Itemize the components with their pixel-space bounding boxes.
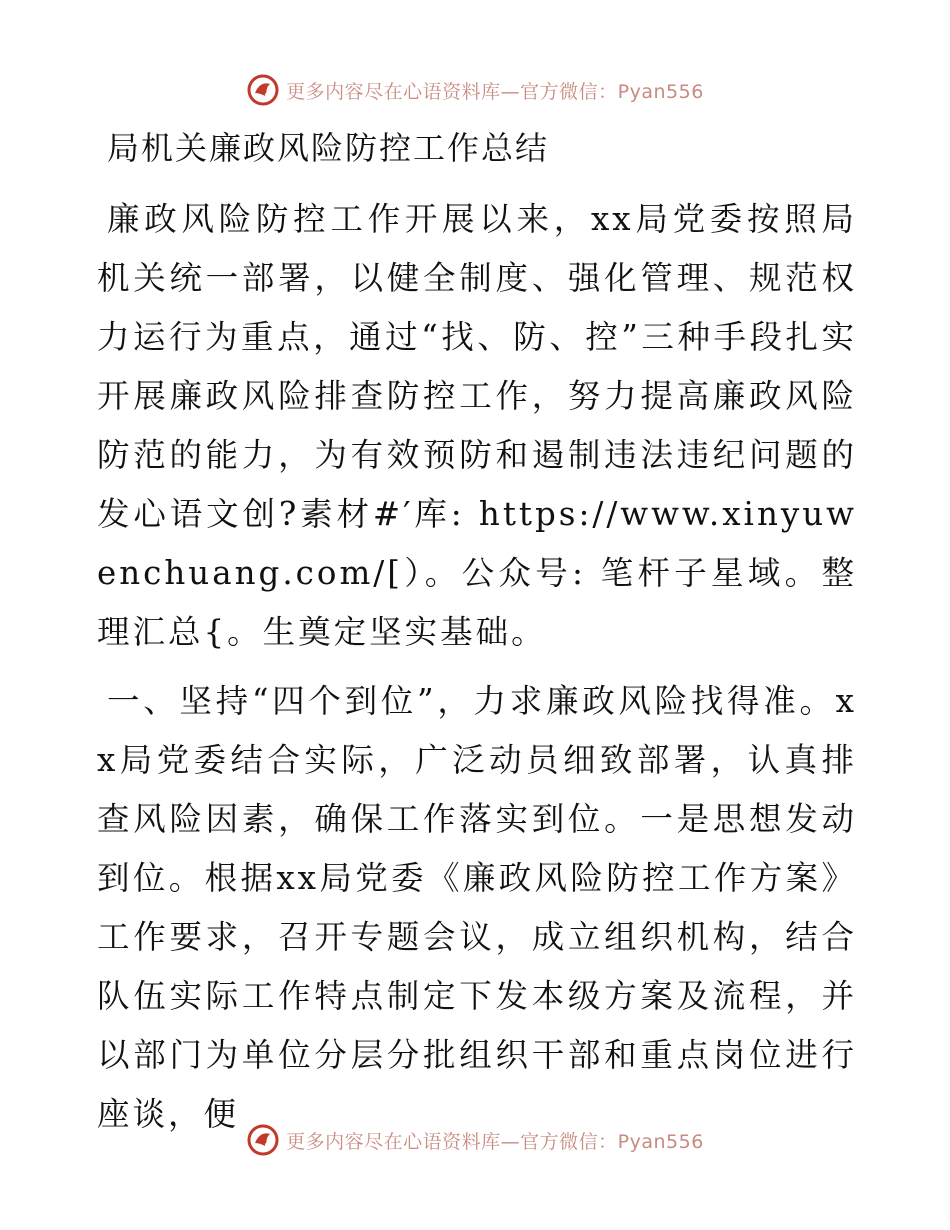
document-body: [97, 120, 857, 1144]
header-banner: [0, 70, 950, 110]
red-seal-swirl-icon: [246, 73, 280, 107]
footer-banner-text: 更多内容尽在心语资料库—官方微信：Pyan556: [286, 1130, 704, 1153]
header-banner-text: 更多内容尽在心语资料库—官方微信：Pyan556: [286, 80, 704, 103]
document-title: 局机关廉政风险防控工作总结: [107, 129, 550, 167]
paragraph-section-one: 一、坚持“四个到位”，力求廉政风险找得准。xx局党委结合实际，广泛动员细致部署，认真排查风险因素，确保工作落实到位。一是思想发动到位。根据xx局党委《廉政风险防控工作方案》工作要求，召开专题会议，成立组织机构，结合队伍实际工作特点制定下发本级方案及流程，并以部门为单位分层分批组织干部和重点岗位进行座谈，便: [97, 682, 857, 1133]
paragraph-intro: 廉政风险防控工作开展以来，xx局党委按照局机关统一部署，以健全制度、强化管理、规范权力运行为重点，通过“找、防、控”三种手段扎实开展廉政风险排查防控工作，努力提高廉政风险防范的能力，为有效预防和遏制违法违纪问题的发心语文创?素材#′库: https://www.xinyuwenchuang.com/[）。公众号: 笔杆子星域。整理汇总{。生奠定坚实基础。: [97, 200, 857, 651]
footer-banner: [0, 1120, 950, 1160]
red-seal-swirl-icon: [246, 1123, 280, 1157]
